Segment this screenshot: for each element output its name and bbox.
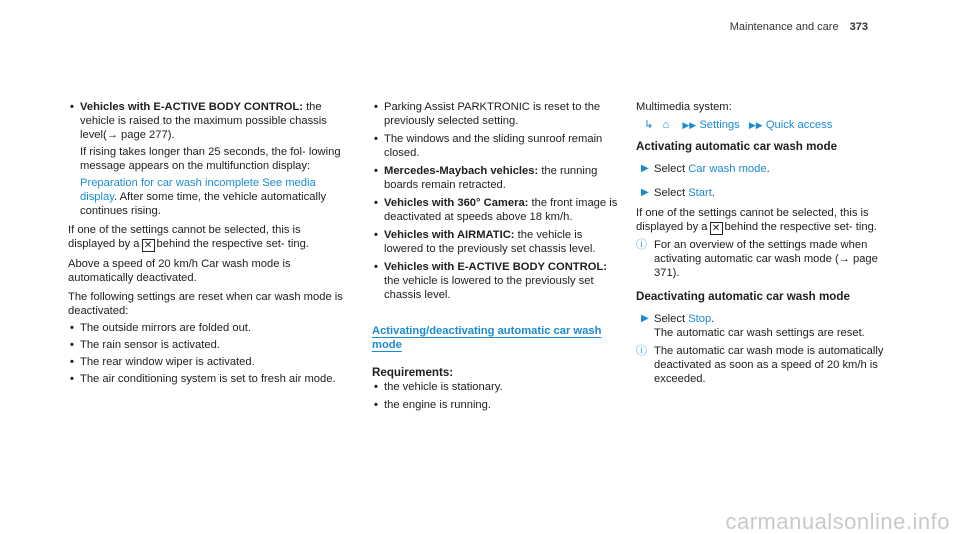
display-message: Preparation for car wash incomplete See media display: [80, 177, 316, 203]
step-arrow-icon: ▶: [641, 187, 649, 198]
item-text: The rain sensor is activated.: [80, 339, 220, 351]
page-number: 373: [849, 21, 868, 33]
home-icon: ⌂: [662, 119, 670, 131]
bullet: •: [70, 101, 74, 113]
step: ▶ Select Stop. The automatic car wash settings are reset.: [636, 312, 886, 340]
item-text: Parking Assist PARKTRONIC is reset to the previously selected setting.: [384, 101, 601, 127]
text: If one of the settings cannot be selected, this is displayed by a: [636, 207, 869, 233]
item-title: Vehicles with E-ACTIVE BODY CONTROL:: [80, 101, 303, 113]
requirements-heading: Requirements:: [372, 366, 454, 379]
item-text: the vehicle is lowered to the previously set chassis level.: [384, 275, 594, 301]
bullet: •: [374, 101, 378, 113]
item-text: The rear window wiper is activated.: [80, 356, 255, 368]
section-title: Maintenance and care: [729, 21, 839, 33]
column-right: [636, 100, 886, 386]
list-item: [68, 100, 343, 218]
item-title: Vehicles with 360° Camera:: [384, 197, 529, 209]
stop-link[interactable]: Stop: [688, 313, 712, 325]
item-text: the vehicle is raised to the maximum possible chassis level(→ page 277).: [80, 101, 327, 141]
bullet: •: [374, 261, 378, 273]
nav-path: [636, 118, 886, 132]
step-result: The automatic car wash settings are reset.: [654, 327, 865, 339]
bullet: •: [374, 229, 378, 241]
double-chevron-icon: ▶▶: [682, 120, 697, 130]
step: ▶ Select Car wash mode.: [641, 163, 770, 175]
list-item: [68, 338, 343, 352]
return-arrow-icon: ↳: [644, 119, 654, 131]
info-icon: ⓘ: [636, 239, 647, 251]
list-item: [372, 380, 622, 394]
start-link[interactable]: Start: [688, 187, 712, 199]
item-text: the front image is deactivated at speeds above 18 km/h.: [384, 197, 618, 223]
bullet: •: [374, 165, 378, 177]
nav-quick-access[interactable]: Quick access: [765, 119, 833, 131]
list-item: [68, 321, 343, 335]
paragraph: The following settings are reset when car wash mode is deactivated:: [68, 291, 343, 317]
step-arrow-icon: ▶: [641, 313, 649, 324]
note-text: The automatic car wash mode is automatically deactivated as soon as a speed of 20 km/h is exceeded.: [654, 345, 884, 385]
list-item: [68, 355, 343, 369]
item-title: Mercedes-Maybach vehicles:: [384, 165, 539, 177]
bullet: •: [374, 197, 378, 209]
section-heading-link[interactable]: Activating/deactivating automatic car wash mode: [372, 325, 602, 351]
text: If one of the settings cannot be selected, this is displayed by a: [68, 224, 301, 250]
list-item: [68, 372, 343, 386]
bullet: •: [70, 373, 74, 385]
info-note: [636, 344, 886, 386]
paragraph: [80, 176, 343, 218]
item-text: the vehicle is lowered to the previously set chassis level.: [384, 229, 596, 255]
item-text: The windows and the sliding sunroof remain closed.: [384, 133, 603, 159]
item-text: the vehicle is stationary.: [384, 381, 503, 393]
item-text: The air conditioning system is set to fresh air mode.: [80, 373, 336, 385]
item-title: Vehicles with E-ACTIVE BODY CONTROL:: [384, 261, 607, 273]
list-item: [372, 196, 622, 224]
item-text: the running boards remain retracted.: [384, 165, 598, 191]
page-header: [730, 20, 868, 34]
heading-activate: Activating automatic car wash mode: [636, 140, 838, 153]
info-note: [636, 238, 886, 280]
paragraph: [636, 206, 886, 235]
list-item: [372, 100, 622, 128]
list-item: [372, 132, 622, 160]
item-title: Vehicles with AIRMATIC:: [384, 229, 515, 241]
car-wash-mode-link[interactable]: Car wash mode: [688, 163, 767, 175]
step: ▶ Select Start.: [641, 187, 715, 199]
column-left: [68, 100, 343, 386]
step-text: Select: [654, 313, 686, 325]
paragraph: If rising takes longer than 25 seconds, the fol- lowing message appears on the multifunction display:: [80, 146, 341, 172]
step-text: Select: [654, 163, 686, 175]
bullet: •: [70, 339, 74, 351]
multimedia-label: Multimedia system:: [636, 101, 732, 113]
heading-deactivate: Deactivating automatic car wash mode: [636, 290, 850, 303]
nav-settings[interactable]: Settings: [699, 119, 740, 131]
list-item: [372, 398, 622, 412]
list-item: [372, 260, 622, 302]
list-item: [372, 164, 622, 192]
step-text: Select: [654, 187, 686, 199]
step-arrow-icon: ▶: [641, 163, 649, 174]
double-chevron-icon: ▶▶: [748, 120, 763, 130]
info-icon: ⓘ: [636, 345, 647, 357]
item-text: The outside mirrors are folded out.: [80, 322, 252, 334]
paragraph: Above a speed of 20 km/h Car wash mode is automatically deactivated.: [68, 258, 291, 284]
bullet: •: [70, 356, 74, 368]
item-text: the engine is running.: [384, 399, 491, 411]
bullet: •: [374, 133, 378, 145]
message-continuation: . After some time, the vehicle automatically continues rising.: [80, 191, 327, 217]
paragraph: [68, 223, 343, 252]
x-symbol-icon: ✕: [142, 239, 155, 252]
text: behind the respective set- ting.: [724, 221, 877, 233]
bullet: •: [70, 322, 74, 334]
text: behind the respective set- ting.: [156, 238, 309, 250]
note-text: For an overview of the settings made when activating automatic car wash mode (→ page 371).: [654, 239, 878, 279]
bullet: •: [374, 399, 378, 411]
bullet: •: [374, 381, 378, 393]
list-item: [372, 228, 622, 256]
watermark: carmanualsonline.info: [725, 509, 950, 534]
column-middle: [372, 100, 622, 412]
x-symbol-icon: ✕: [710, 222, 723, 235]
